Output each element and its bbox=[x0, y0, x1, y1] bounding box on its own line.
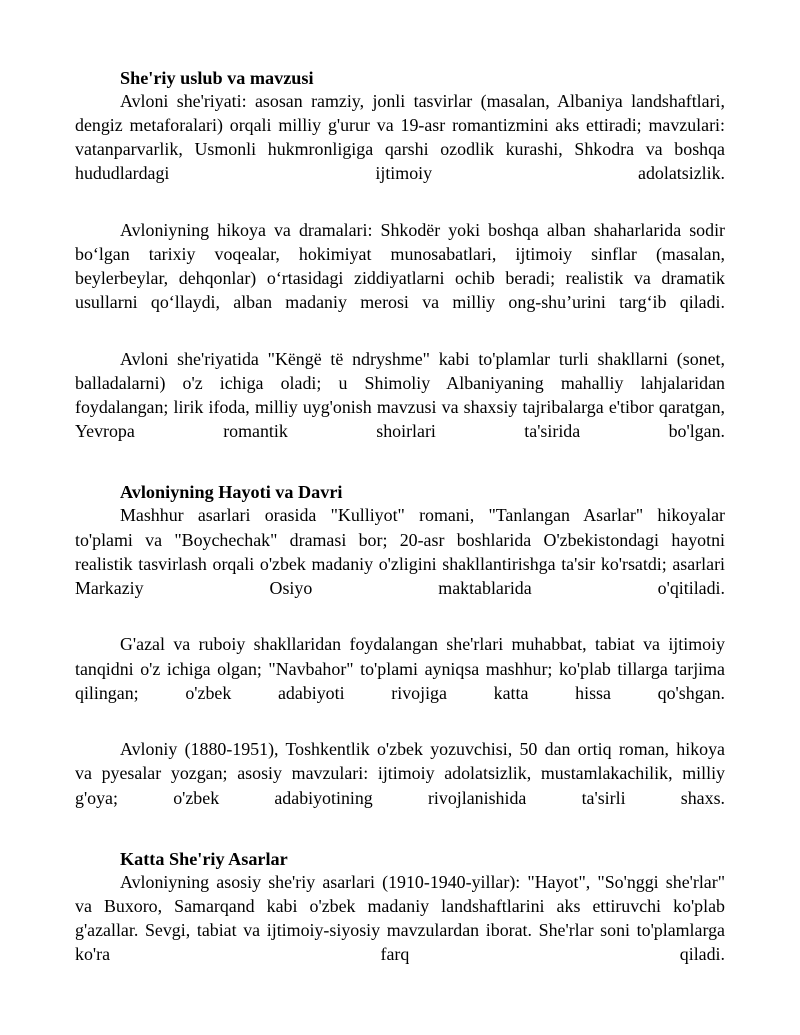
paragraph-line: beylerbeylar, dehqonlar) o‘rtasidagi ziddiyatlarni ochib beradi; realistik va dramatik bbox=[75, 268, 725, 289]
paragraph-line: Markaziy Osiyo maktablarida o'qitiladi. bbox=[75, 577, 725, 598]
paragraph-line: Avloni she'riyati: asosan ramziy, jonli tasvirlar (masalan, Albaniya landshaftlari, bbox=[120, 91, 725, 111]
paragraph-line: realistik tasvirlash orqali o'zbek madaniy o'zligini shakllantirishga ta'sir ko'rsatdi; asarlari bbox=[75, 553, 725, 574]
paragraph-line: g'oya; o'zbek adabiyotining rivojlanishida ta'sirli shaxs. bbox=[75, 787, 725, 808]
paragraph-line: G'azal va ruboiy shakllaridan foydalangan she'rlari muhabbat, tabiat va ijtimoiy bbox=[120, 634, 725, 655]
paragraph-line: Mashhur asarlari orasida "Kulliyot" romani, "Tanlangan Asarlar" hikoyalar bbox=[120, 505, 725, 526]
paragraph-line: Avloniyning hikoya va dramalari: Shkodër yoki boshqa alban shaharlarida sodir bbox=[120, 219, 725, 240]
paragraph bbox=[75, 218, 725, 315]
paragraph-line: g'azallar. Sevgi, tabiat va ijtimoiy-siyosiy mavzulardan iborat. She'rlar soni to'plamlarga bbox=[75, 919, 725, 940]
section-poetic-style bbox=[75, 67, 725, 443]
paragraph-line: vatanparvarlik, Usmonli hukmronligiga qarshi ozodlik kurashi, Shkodra va boshqa bbox=[75, 139, 725, 160]
paragraph-line: usullarni qo‘llaydi, alban madaniy merosi va milliy ong-shu’urini targ‘ib qiladi. bbox=[75, 292, 725, 313]
paragraph-line: dengiz metaforalari) orqali milliy g'urur va 19-asr romantizmini aks ettiradi; mavzulari: bbox=[75, 115, 725, 136]
paragraph-line: Yevropa romantik shoirlari ta'sirida bo'lgan. bbox=[75, 421, 725, 442]
paragraph-line: va Buxoro, Samarqand kabi o'zbek madaniy landshaftlarini aks ettiruvchi ko'plab bbox=[75, 895, 725, 916]
section-heading: Avloniyning Hayoti va Davri bbox=[120, 482, 343, 503]
paragraph bbox=[75, 503, 725, 600]
paragraph bbox=[75, 347, 725, 444]
section-life-and-era bbox=[75, 481, 725, 809]
paragraph-line: qilingan; o'zbek adabiyoti rivojiga katta hissa qo'shgan. bbox=[75, 682, 725, 703]
paragraph bbox=[75, 89, 725, 186]
paragraph-line: to'plami va "Boychechak" dramasi bor; 20-asr boshlarida O'zbekistondagi hayotni bbox=[75, 529, 725, 550]
paragraph-line: tanqidni o'z ichiga olgan; "Navbahor" to'plami ayniqsa mashhur; ko'plab tillarga tarjima bbox=[75, 658, 725, 679]
section-heading: She'riy uslub va mavzusi bbox=[120, 68, 314, 88]
paragraph-line: foydalangan; lirik ifoda, milliy uyg'onish mavzusi va shaxsiy tajribalarga e'tibor qaratgan, bbox=[75, 397, 725, 418]
paragraph-line: balladalarni) o'z ichiga oladi; u Shimoliy Albaniyaning mahalliy lahjalaridan bbox=[75, 373, 725, 394]
paragraph-line: Avloniy (1880-1951), Toshkentlik o'zbek yozuvchisi, 50 dan ortiq roman, hikoya bbox=[120, 739, 725, 760]
paragraph bbox=[75, 737, 725, 809]
section-heading: Katta She'riy Asarlar bbox=[120, 848, 288, 869]
paragraph-line: hududlardagi ijtimoiy adolatsizlik. bbox=[75, 163, 725, 184]
paragraph-line: bo‘lgan tarixiy voqealar, hokimiyat munosabatlari, ijtimoiy sinflar (masalan, bbox=[75, 244, 725, 265]
paragraph-line: va pyesalar yozgan; asosiy mavzulari: ijtimoiy adolatsizlik, mustamlakachilik, milliy bbox=[75, 763, 725, 784]
section-major-works bbox=[75, 848, 725, 967]
paragraph-line: Avloni she'riyatida "Këngë të ndryshme" kabi to'plamlar turli shakllarni (sonet, bbox=[120, 348, 725, 369]
paragraph bbox=[75, 870, 725, 967]
paragraph bbox=[75, 632, 725, 704]
paragraph-line: ko'ra farq qiladi. bbox=[75, 944, 725, 965]
paragraph-line: Avloniyning asosiy she'riy asarlari (1910-1940-yillar): "Hayot", "So'nggi she'rlar" bbox=[120, 871, 725, 892]
document-body bbox=[75, 67, 725, 966]
